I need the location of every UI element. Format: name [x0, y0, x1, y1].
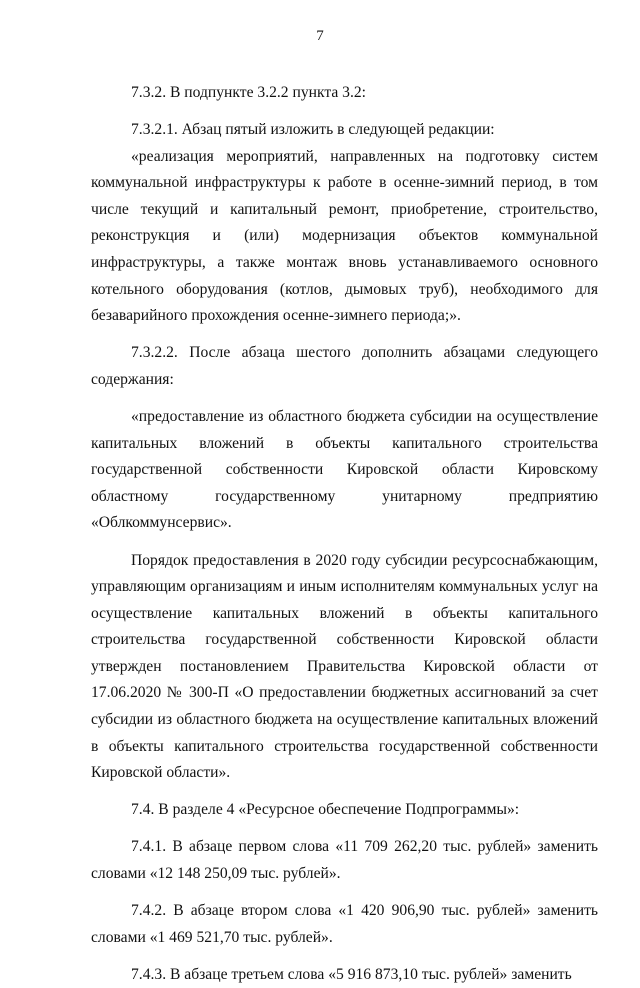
paragraph-7-4: 7.4. В разделе 4 «Ресурсное обеспечение Подпрограммы»: — [131, 801, 520, 819]
paragraph-7-3-2: 7.3.2. В подпункте 3.2.2 пункта 3.2: — [131, 84, 366, 101]
paragraph-7-4-2: 7.4.2. В абзаце втором слова «1 420 906,90 тыс. рублей» заменить словами «1 469 521,70 тыс. рублей». — [91, 902, 598, 946]
paragraph-7-4-3: 7.4.3. В абзаце третьем слова «5 916 873,10 тыс. рублей» заменить — [131, 965, 572, 983]
document-body — [91, 80, 598, 988]
paragraph-quote-realization: «реализация мероприятий, направленных на подготовку систем коммунальной инфраструктуры к работе в осенне-зимний период, в том числе текущий и капитальный ремонт, приобретение, строительство, реконструкция и (или) модернизация объектов коммунальной инфраструктуры, а также монтаж вновь устанавливаемого основного котельного оборудования (котлов, дымовых труб), необходимого для безаварийного прохождения осенне-зимнего периода;». — [91, 147, 598, 325]
paragraph-7-4-1: 7.4.1. В абзаце первом слова «11 709 262,20 тыс. рублей» заменить словами «12 148 250,09 тыс. рублей». — [91, 838, 598, 883]
paragraph-7-3-2-2: 7.3.2.2. После абзаца шестого дополнить абзацами следующего содержания: — [91, 344, 598, 388]
paragraph-7-3-2-1: 7.3.2.1. Абзац пятый изложить в следующей редакции: — [131, 121, 495, 139]
paragraph-procedure: Порядок предоставления в 2020 году субсидии ресурсоснабжающим, управляющим организациям и иным исполнителям коммунальных услуг на осуществление капитальных вложений в объекты капитального строительства государственной собственности Кировской области утвержден постановлением Правительства Кировской области от 17.06.2020 № 300-П «О предоставлении бюджетных ассигнований за счет субсидии из областного бюджета на осуществление капитальных вложений в объекты капитального строительства государственной собственности Кировской области». — [91, 551, 598, 782]
page-number: 7 — [316, 28, 324, 44]
paragraph-quote-subsidy: «предоставление из областного бюджета субсидии на осуществление капитальных вложений в объекты капитального строительства государственной собственности Кировской области Кировскому областному государственному унитарному предприятию «Облкоммунсервис». — [91, 408, 598, 532]
